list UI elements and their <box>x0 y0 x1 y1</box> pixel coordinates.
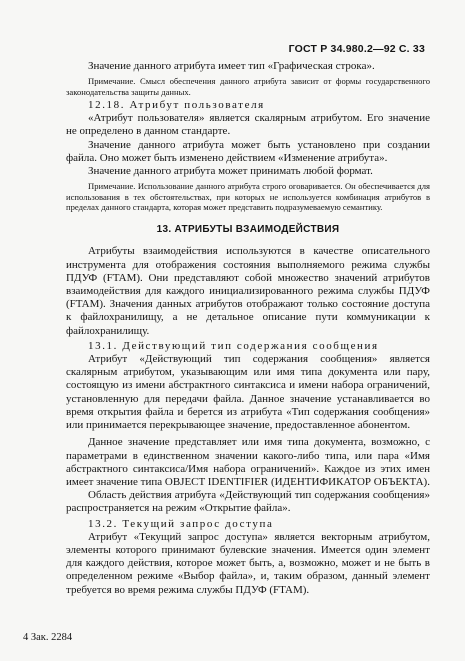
subsection-heading: 13.1. Действующий тип содержания сообщения <box>88 339 379 352</box>
page-header: ГОСТ Р 34.980.2—92 С. 33 <box>288 43 425 55</box>
note: Примечание. Смысл обеспечения данного атрибута зависит от формы государственного законодательства защиты данных. <box>66 76 430 97</box>
paragraph: «Атрибут пользователя» является скалярным атрибутом. Его значение не определено в данном стандарте. <box>66 112 430 138</box>
paragraph: Значение данного атрибута может принимать любой формат. <box>88 165 373 178</box>
paragraph: Атрибуты взаимодействия используются в качестве описательного инструмента для отображения состояния выполняемого режима службы ПДУФ (FTAM). Они представляют собой множество значений атрибутов взаимодействия для каждого инициализированного режима службы ПДУФ (FTAM). Значения данных атрибутов отображают только состояние доступа к файлохранилищу, а не детальное описание пути коммуникации к файлохранилищу. <box>66 245 430 337</box>
section-heading: 13. АТРИБУТЫ ВЗАИМОДЕЙСТВИЯ <box>156 224 340 236</box>
paragraph: Значение данного атрибута имеет тип «Графическая строка». <box>88 60 375 72</box>
paragraph: Область действия атрибута «Действующий тип содержания сообщения» распространяется на режим «Открытие файла». <box>66 489 430 515</box>
page-footer: 4 Зак. 2284 <box>23 632 73 643</box>
paragraph: Атрибут «Действующий тип содержания сообщения» является скалярным атрибутом, указывающим или имя типа документа или пару, состоящую из имени абстрактного синтаксиса и имени набора ограничений, установленную для передачи файла. Данное значение устанавливается во время открытия файла и берется из атрибута «Тип содержания сообщения» или принимается перекрывающее значение, предоставленное абонентом. <box>66 353 430 432</box>
paragraph: Атрибут «Текущий запрос доступа» является векторным атрибутом, элементы которого принимают булевские значения. Имеется один элемент для каждого действия, которое может быть, а, возможно, может и не быть в определенном режиме «Выбор файла», и, таким образом, данный элемент требуется во время режима службы ПДУФ (FTAM). <box>66 530 430 596</box>
note: Примечание. Использование данного атрибута строго оговаривается. Он обеспечивается для использования в тех обстоятельствах, при которых не используется комбинация атрибутов в пределах данного стандарта, которая может представить подразумеваемую семантику. <box>66 181 430 213</box>
paragraph: Данное значение представляет или имя типа документа, возможно, с параметрами в единственном значении какого-либо типа, или пара «Имя абстрактного синтаксиса/Имя набора ограничений». Каждое из этих имен имеет значение типа OBJECT IDENTIFIER (ИДЕНТИФИКАТОР ОБЪЕКТА). <box>66 436 430 488</box>
subsection-heading: 13.2. Текущий запрос доступа <box>88 517 274 530</box>
paragraph: Значение данного атрибута может быть установлено при создании файла. Оно может быть изменено действием «Изменение атрибута». <box>66 138 430 164</box>
subsection-heading: 12.18. Атрибут пользователя <box>88 99 265 112</box>
page-content <box>66 60 430 597</box>
